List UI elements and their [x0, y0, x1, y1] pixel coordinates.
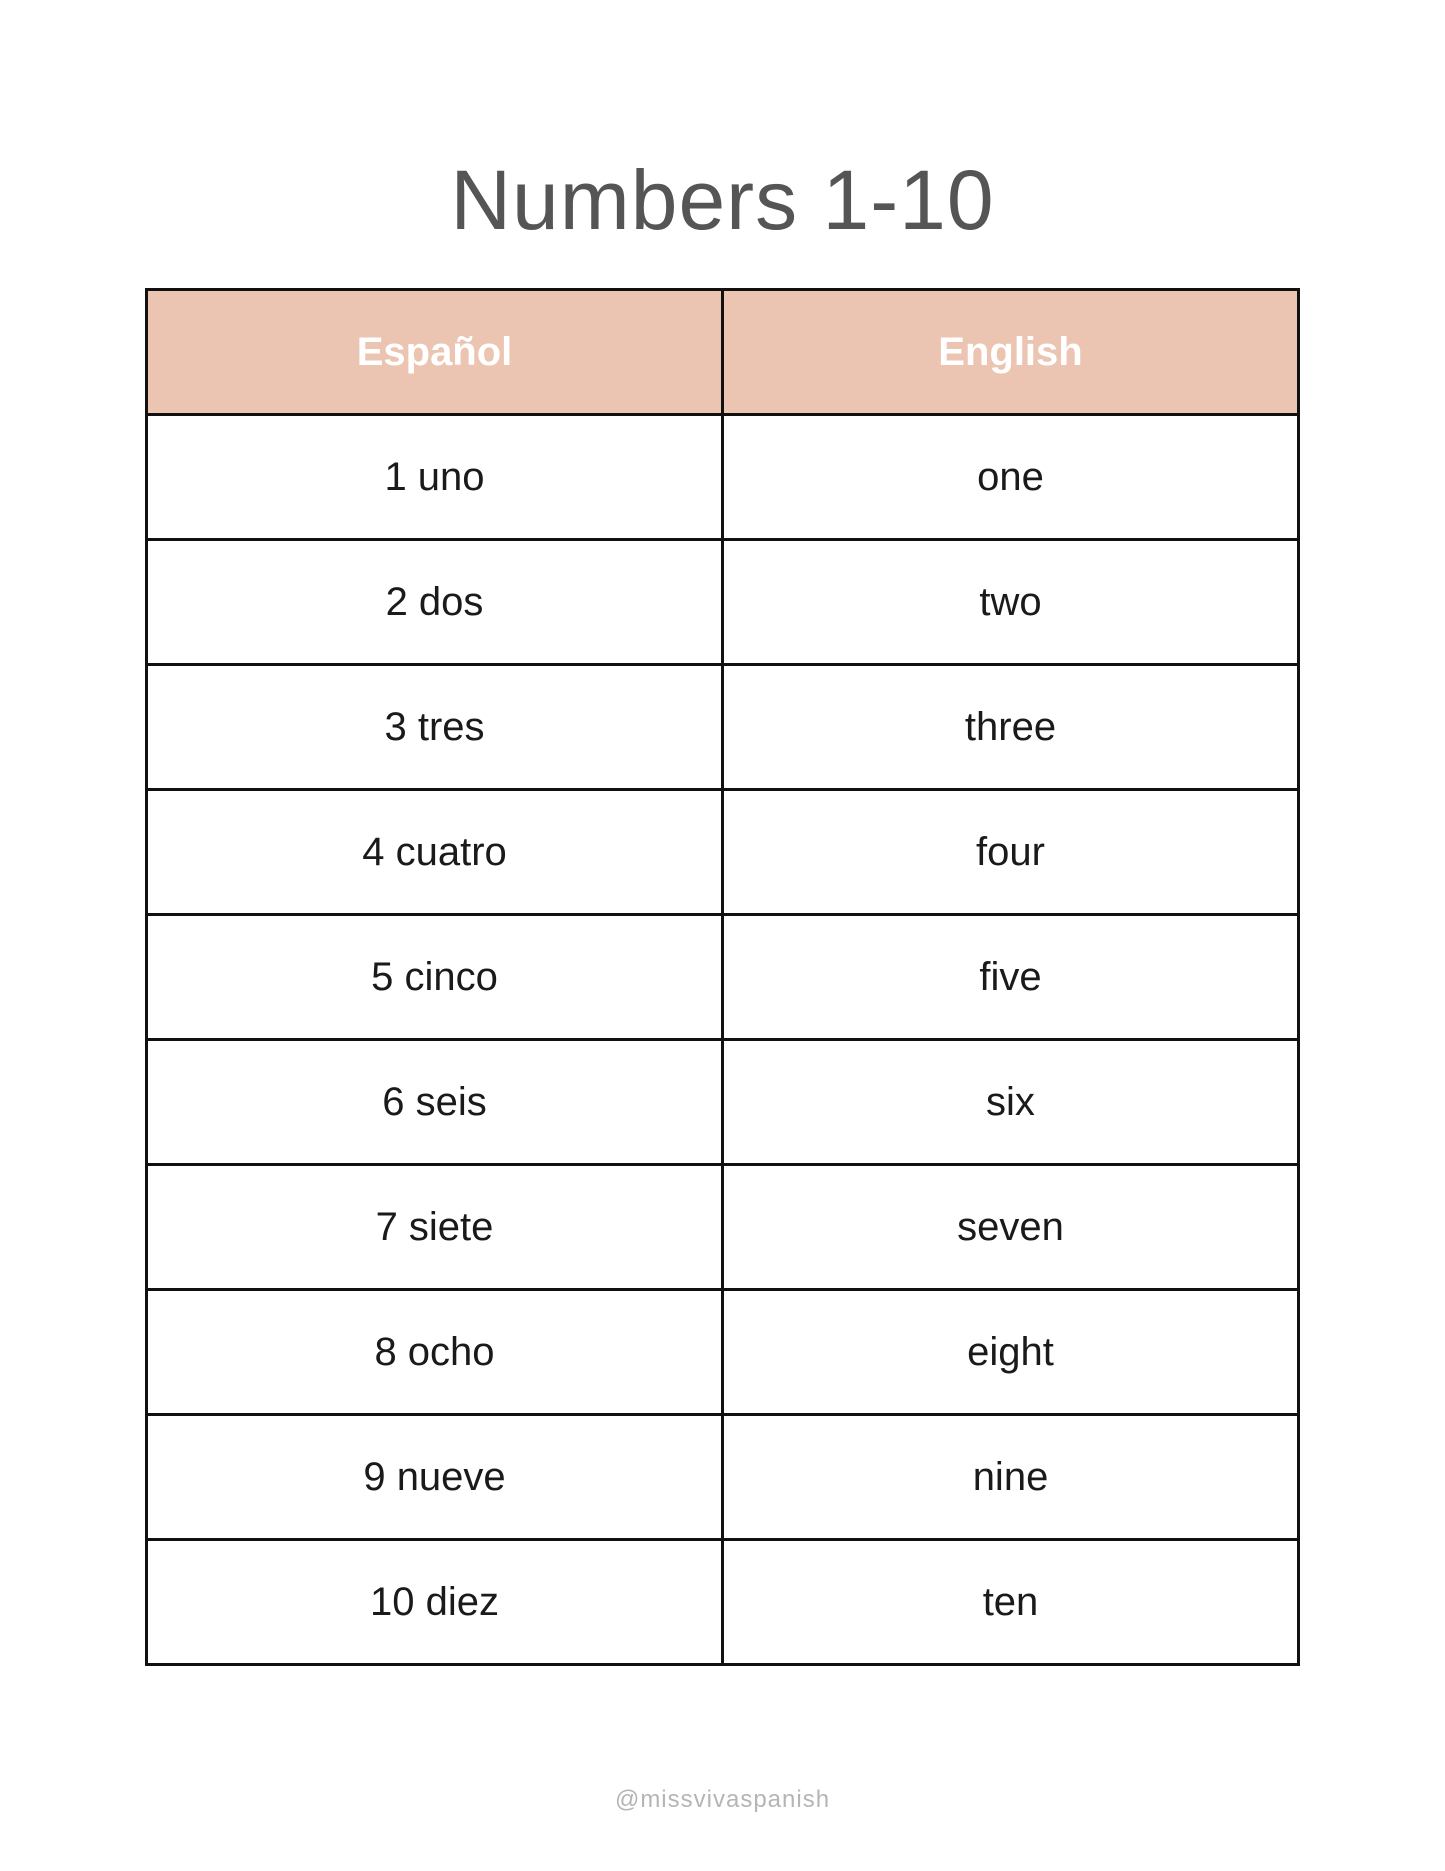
spanish-cell: 2 dos: [147, 540, 723, 665]
spanish-cell: 10 diez: [147, 1540, 723, 1665]
english-cell: three: [723, 665, 1299, 790]
english-cell: seven: [723, 1165, 1299, 1290]
page-title: Numbers 1-10: [450, 153, 995, 247]
english-cell: ten: [723, 1540, 1299, 1665]
english-cell: six: [723, 1040, 1299, 1165]
spanish-cell: 5 cinco: [147, 915, 723, 1040]
vocabulary-table: [145, 288, 1300, 1666]
table-row: [147, 1415, 1299, 1540]
table-row: [147, 790, 1299, 915]
table-row: [147, 1040, 1299, 1165]
table-row: [147, 1290, 1299, 1415]
english-cell: four: [723, 790, 1299, 915]
english-cell: two: [723, 540, 1299, 665]
spanish-cell: 1 uno: [147, 415, 723, 540]
spanish-cell: 3 tres: [147, 665, 723, 790]
table-header: [147, 290, 1299, 415]
column-header-english: English: [723, 290, 1299, 415]
table-row: [147, 1540, 1299, 1665]
english-cell: nine: [723, 1415, 1299, 1540]
table-row: [147, 540, 1299, 665]
english-cell: eight: [723, 1290, 1299, 1415]
footer-credit: @missvivaspanish: [614, 1786, 831, 1813]
spanish-cell: 6 seis: [147, 1040, 723, 1165]
table-row: [147, 665, 1299, 790]
spanish-cell: 9 nueve: [147, 1415, 723, 1540]
english-cell: five: [723, 915, 1299, 1040]
spanish-cell: 4 cuatro: [147, 790, 723, 915]
table-row: [147, 1165, 1299, 1290]
table-row: [147, 915, 1299, 1040]
english-cell: one: [723, 415, 1299, 540]
spanish-cell: 8 ocho: [147, 1290, 723, 1415]
header-row: [147, 290, 1299, 415]
table-body: [147, 415, 1299, 1665]
table-row: [147, 415, 1299, 540]
column-header-espanol: Español: [147, 290, 723, 415]
spanish-cell: 7 siete: [147, 1165, 723, 1290]
